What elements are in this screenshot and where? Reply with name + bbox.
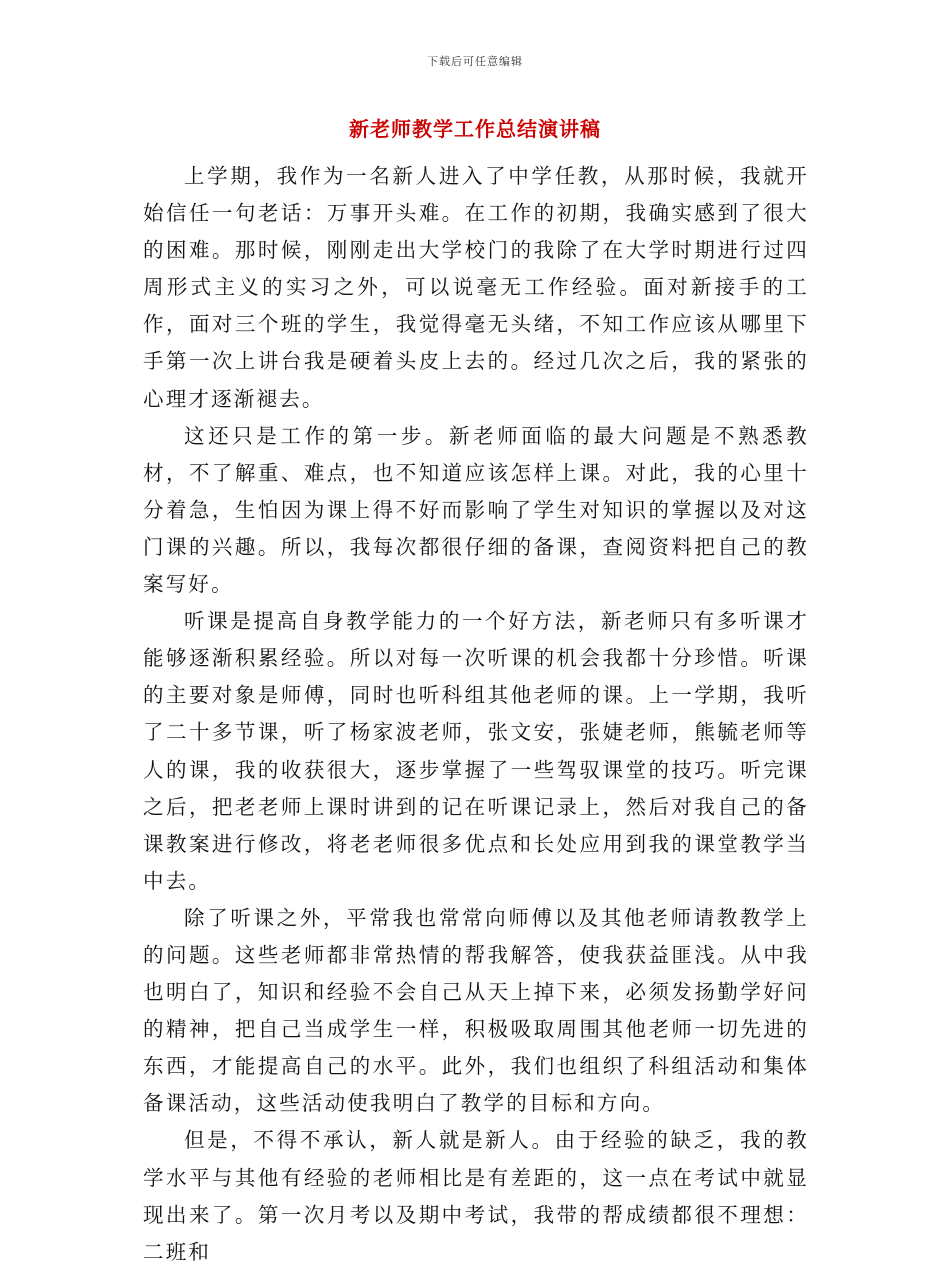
document-title: 新老师教学工作总结演讲稿	[349, 117, 601, 141]
paragraph-3: 听课是提高自身教学能力的一个好方法，新老师只有多听课才能够逐渐积累经验。所以对每一次听课的机会我都十分珍惜。听课的主要对象是师傅，同时也听科组其他老师的课。上一学期，我听了二十多节课，听了杨家波老师，张文安，张婕老师，熊毓老师等人的课，我的收获很大，逐步掌握了一些驾驭课堂的技巧。听完课之后，把老老师上课时讲到的记在听课记录上，然后对我自己的备课教案进行修改，将老老师很多优点和长处应用到我的课堂教学当中去。	[143, 609, 809, 893]
paragraph-1: 上学期，我作为一名新人进入了中学任教，从那时候，我就开始信任一句老话：万事开头难。在工作的初期，我确实感到了很大的困难。那时候，刚刚走出大学校门的我除了在大学时期进行过四周形式主义的实习之外，可以说毫无工作经验。面对新接手的工作，面对三个班的学生，我觉得毫无头绪，不知工作应该从哪里下手第一次上讲台我是硬着头皮上去的。经过几次之后，我的紧张的心理才逐渐褪去。	[143, 164, 809, 411]
document-body	[143, 158, 809, 1271]
paragraph-5: 但是，不得不承认，新人就是新人。由于经验的缺乏，我的教学水平与其他有经验的老师相比是有差距的，这一点在考试中就显现出来了。第一次月考以及期中考试，我带的帮成绩都很不理想：二班和	[143, 1128, 809, 1264]
paragraph-2: 这还只是工作的第一步。新老师面临的最大问题是不熟悉教材，不了解重、难点，也不知道应该怎样上课。对此，我的心里十分着急，生怕因为课上得不好而影响了学生对知识的掌握以及对这门课的兴趣。所以，我每次都很仔细的备课，查阅资料把自己的教案写好。	[143, 423, 809, 597]
paragraph-4: 除了听课之外，平常我也常常向师傅以及其他老师请教教学上的问题。这些老师都非常热情的帮我解答，使我获益匪浅。从中我也明白了，知识和经验不会自己从天上掉下来，必须发扬勤学好问的精神，把自己当成学生一样，积极吸取周围其他老师一切先进的东西，才能提高自己的水平。此外，我们也组织了科组活动和集体备课活动，这些活动使我明白了教学的目标和方向。	[143, 905, 809, 1116]
header-note: 下载后可任意编辑	[427, 55, 523, 68]
